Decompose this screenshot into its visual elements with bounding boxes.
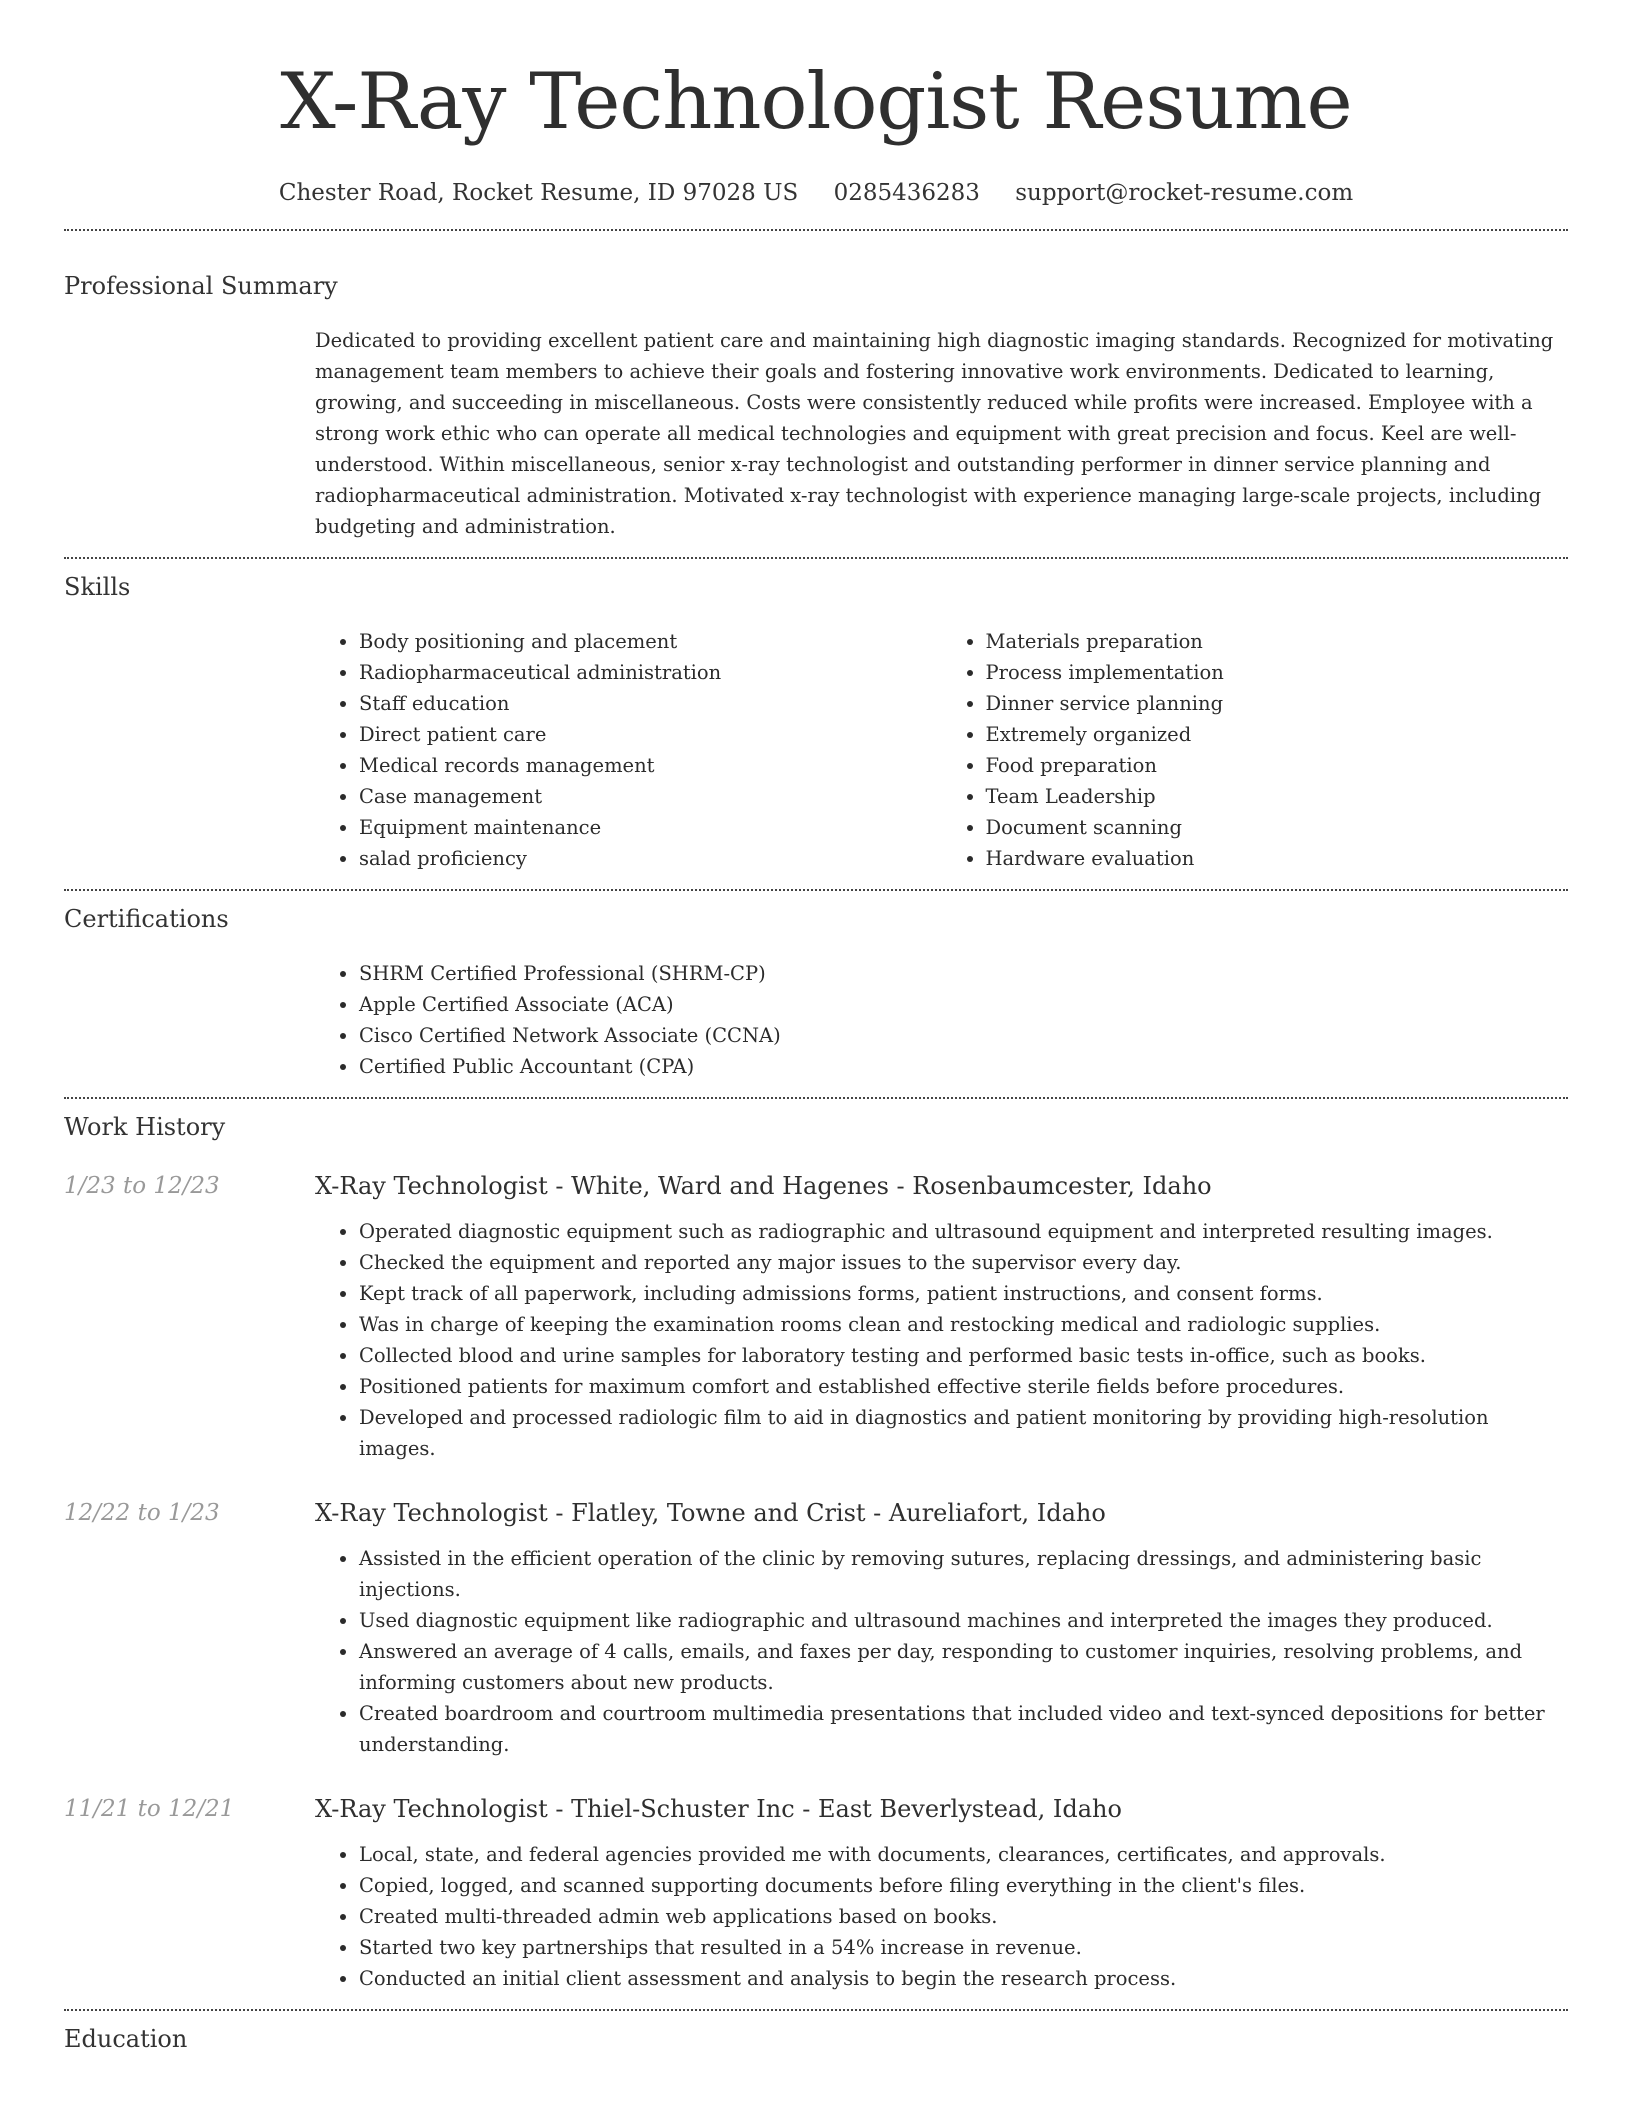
job-duty-item: • Started two key partnerships that resulted in a 54% increase in revenue. <box>359 1932 1568 1963</box>
job-duty-item: • Was in charge of keeping the examination rooms clean and restocking medical and radiologic supplies. <box>359 1309 1568 1340</box>
job-duties <box>315 1839 1568 1994</box>
summary-text: Dedicated to providing excellent patient care and maintaining high diagnostic imaging standards. Recognized for motivating management team members to achieve their goals and fostering innovative work environments. Dedicated to learning, growing, and succeeding in miscellaneous. Costs were consistently reduced while profits were increased. Employee with a strong work ethic who can operate all medical technologies and equipment with great precision and focus. Keel are well-understood. Within miscellaneous, senior x-ray technologist and outstanding performer in dinner service planning and radiopharmaceutical administration. Motivated x-ray technologist with experience managing large-scale projects, including budgeting and administration. <box>315 329 1554 538</box>
job-duty-item: • Operated diagnostic equipment such as radiographic and ultrasound equipment and interpreted resulting images. <box>359 1216 1568 1247</box>
job-duty-item: • Checked the equipment and reported any major issues to the supervisor every day. <box>359 1247 1568 1278</box>
job-date: 1/23 to 12/23 <box>64 1173 220 1199</box>
job-entry <box>64 1792 1568 1994</box>
skills-section <box>64 571 1568 874</box>
skills-grid <box>315 626 1568 874</box>
certification-item: • SHRM Certified Professional (SHRM-CP) <box>359 958 1568 989</box>
skills-right-list <box>942 626 1569 874</box>
certification-item: • Apple Certified Associate (ACA) <box>359 989 1568 1020</box>
skill-item: • Materials preparation <box>986 626 1569 657</box>
job-title: X-Ray Technologist - White, Ward and Hagenes - Rosenbaumcester, Idaho <box>315 1172 1212 1200</box>
divider <box>64 557 1568 559</box>
job-duty-item: • Created multi-threaded admin web applications based on books. <box>359 1901 1568 1932</box>
skill-item: • Direct patient care <box>359 719 942 750</box>
job-date: 11/21 to 12/21 <box>64 1796 235 1822</box>
job-duty-item: • Copied, logged, and scanned supporting documents before filing everything in the client's files. <box>359 1870 1568 1901</box>
job-duty-item: • Answered an average of 4 calls, emails, and faxes per day, responding to customer inquiries, resolving problems, and informing customers about new products. <box>359 1636 1568 1698</box>
skill-item: • Process implementation <box>986 657 1569 688</box>
skill-item: • Team Leadership <box>986 781 1569 812</box>
job-duties <box>315 1543 1568 1760</box>
work-heading: Work History <box>64 1113 226 1141</box>
skill-item: • Extremely organized <box>986 719 1569 750</box>
contact-line <box>64 178 1568 208</box>
divider <box>64 2009 1568 2011</box>
summary-heading: Professional Summary <box>64 272 338 300</box>
education-section <box>64 2023 1568 2055</box>
skill-item: • Hardware evaluation <box>986 843 1569 874</box>
summary-section <box>64 270 1568 542</box>
job-duty-item: • Created boardroom and courtroom multimedia presentations that included video and text-synced depositions for better understanding. <box>359 1698 1568 1760</box>
certifications-list <box>315 958 1568 1082</box>
skill-item: • Body positioning and placement <box>359 626 942 657</box>
job-duty-item: • Used diagnostic equipment like radiographic and ultrasound machines and interpreted the images they produced. <box>359 1605 1568 1636</box>
certifications-section <box>64 903 1568 1082</box>
certification-item: • Cisco Certified Network Associate (CCNA) <box>359 1020 1568 1051</box>
divider <box>64 889 1568 891</box>
contact-email: support@rocket-resume.com <box>1015 180 1354 206</box>
divider <box>64 229 1568 231</box>
certification-item: • Certified Public Accountant (CPA) <box>359 1051 1568 1082</box>
job-duty-item: • Collected blood and urine samples for laboratory testing and performed basic tests in-office, such as books. <box>359 1340 1568 1371</box>
job-duty-list <box>315 1543 1568 1760</box>
skills-left-list <box>315 626 942 874</box>
skill-item: • Food preparation <box>986 750 1569 781</box>
job-entry <box>64 1169 1568 1464</box>
certifications-heading: Certifications <box>64 905 229 933</box>
skill-item: • Case management <box>359 781 942 812</box>
job-entry <box>64 1496 1568 1760</box>
summary-content <box>315 325 1568 542</box>
job-duty-item: • Positioned patients for maximum comfort and established effective sterile fields before procedures. <box>359 1371 1568 1402</box>
skill-item: • Equipment maintenance <box>359 812 942 843</box>
job-duty-item: • Kept track of all paperwork, including admissions forms, patient instructions, and consent forms. <box>359 1278 1568 1309</box>
job-duty-list <box>315 1839 1568 1994</box>
contact-address: Chester Road, Rocket Resume, ID 97028 US <box>278 180 799 206</box>
job-date: 12/22 to 1/23 <box>64 1500 220 1526</box>
job-duty-list <box>315 1216 1568 1464</box>
job-duty-item: • Local, state, and federal agencies provided me with documents, clearances, certificates, and approvals. <box>359 1839 1568 1870</box>
skill-item: • Staff education <box>359 688 942 719</box>
work-section <box>64 1111 1568 1994</box>
skill-item: • Radiopharmaceutical administration <box>359 657 942 688</box>
skill-item: • Dinner service planning <box>986 688 1569 719</box>
job-duty-item: • Developed and processed radiologic film to aid in diagnostics and patient monitoring by providing high-resolution images. <box>359 1402 1568 1464</box>
job-title: X-Ray Technologist - Thiel-Schuster Inc - East Beverlystead, Idaho <box>315 1795 1122 1823</box>
job-duty-item: • Conducted an initial client assessment and analysis to begin the research process. <box>359 1963 1568 1994</box>
skill-item: • Medical records management <box>359 750 942 781</box>
job-duties <box>315 1216 1568 1464</box>
resume-title: X-Ray Technologist Resume <box>280 57 1352 147</box>
jobs-container <box>64 1169 1568 1994</box>
skills-heading: Skills <box>64 573 131 601</box>
certifications-content <box>315 958 1568 1082</box>
skill-item: • salad proficiency <box>359 843 942 874</box>
job-title: X-Ray Technologist - Flatley, Towne and Crist - Aureliafort, Idaho <box>315 1499 1106 1527</box>
contact-phone: 0285436283 <box>833 180 980 206</box>
education-heading: Education <box>64 2025 188 2053</box>
job-duty-item: • Assisted in the efficient operation of the clinic by removing sutures, replacing dressings, and administering basic injections. <box>359 1543 1568 1605</box>
divider <box>64 1097 1568 1099</box>
skill-item: • Document scanning <box>986 812 1569 843</box>
